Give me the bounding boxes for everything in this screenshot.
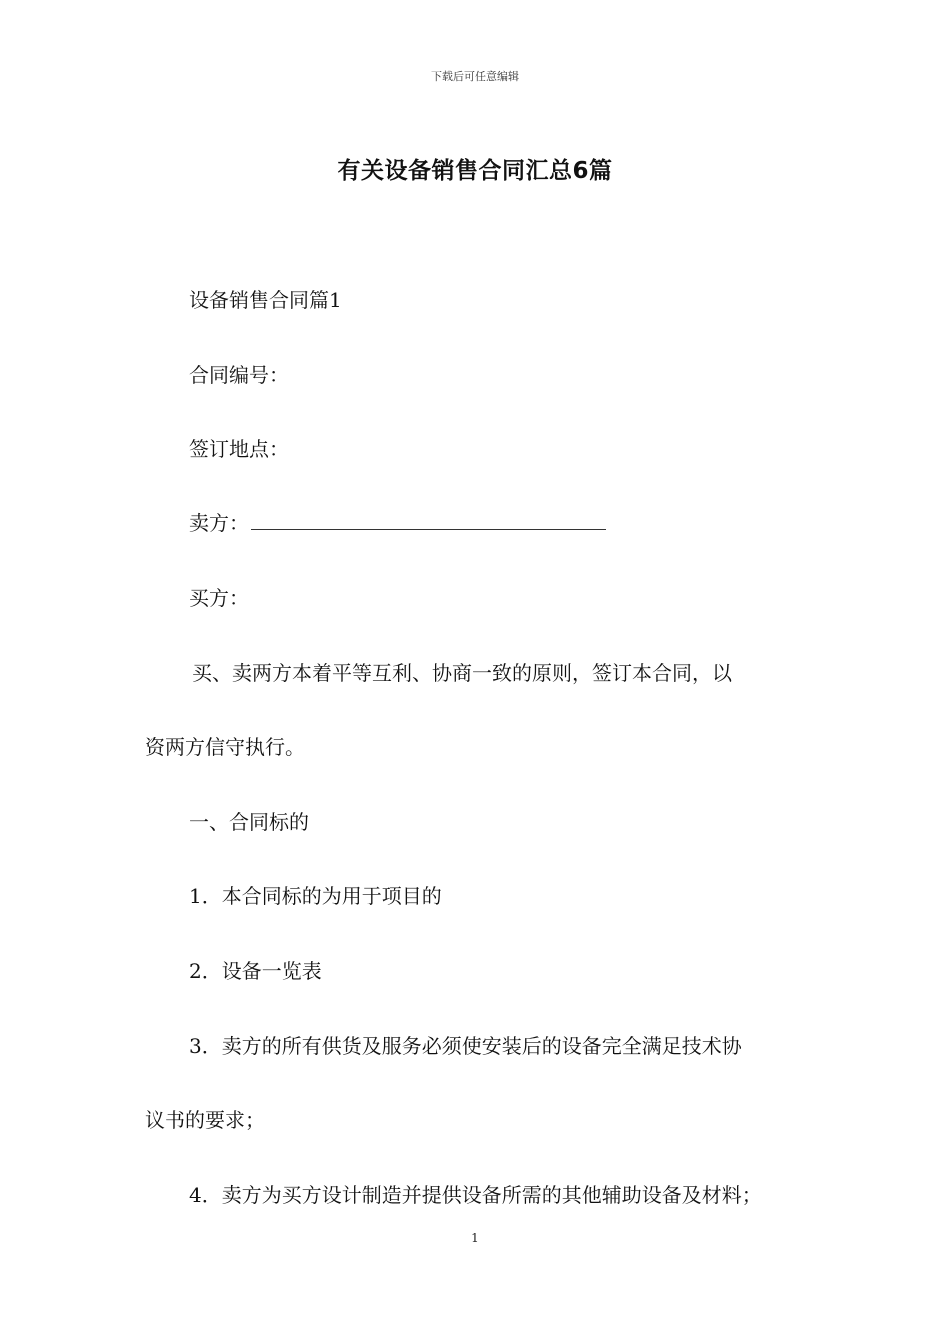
seller-blank-underline bbox=[251, 511, 606, 530]
document-title: 有关设备销售合同汇总6篇 bbox=[337, 158, 613, 184]
clause-1-heading: 一、合同标的 bbox=[189, 810, 309, 834]
item-2: 2．设备一览表 bbox=[189, 959, 322, 983]
item-4: 4．卖方为买方设计制造并提供设备所需的其他辅助设备及材料； bbox=[189, 1183, 762, 1207]
page-number: 1 bbox=[471, 1231, 479, 1245]
seller-label: 卖方： bbox=[189, 511, 249, 535]
intro-paragraph-line-1: 买、卖两方本着平等互利、协商一致的原则，签订本合同，以 bbox=[192, 661, 732, 685]
section-heading: 设备销售合同篇1 bbox=[189, 288, 342, 312]
item-3-line-1: 3．卖方的所有供货及服务必须使安装后的设备完全满足技术协 bbox=[189, 1034, 742, 1058]
signing-place-label: 签订地点： bbox=[189, 437, 289, 461]
buyer-label: 买方： bbox=[189, 586, 249, 610]
contract-number-label: 合同编号： bbox=[189, 363, 289, 387]
item-1: 1．本合同标的为用于项目的 bbox=[189, 884, 442, 908]
seller-line bbox=[189, 509, 606, 537]
header-note: 下载后可任意编辑 bbox=[431, 70, 519, 83]
item-3-line-2: 议书的要求； bbox=[145, 1108, 265, 1132]
intro-paragraph-line-2: 资两方信守执行。 bbox=[145, 735, 305, 759]
